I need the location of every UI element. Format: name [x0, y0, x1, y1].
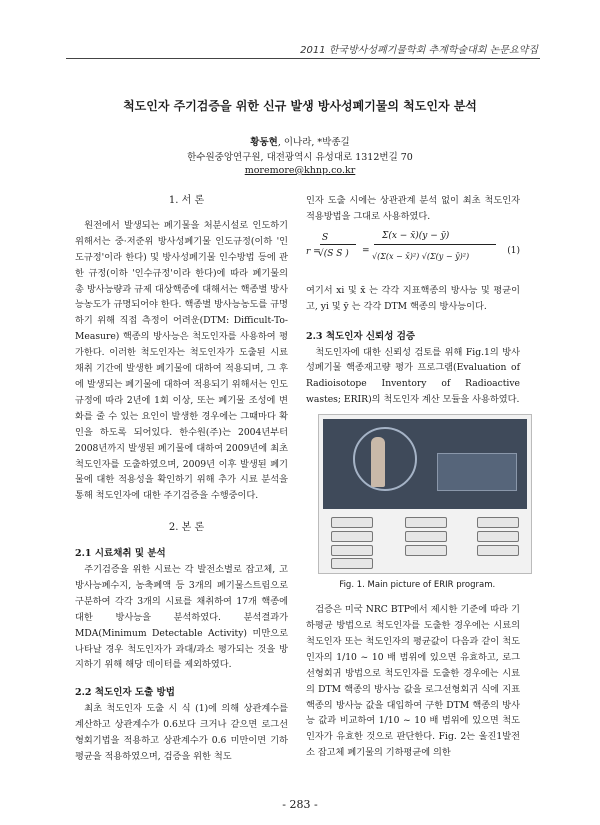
other-authors: , 이나라, *박종길	[277, 137, 350, 148]
header-rule	[66, 58, 540, 59]
where-paragraph: 여기서 xi 및 x̄ 는 각각 지표핵종의 방사능 및 평균이고, yi 및 ȳ 는 각각 DTM 핵종의 방사능이다.	[306, 284, 520, 312]
figure-menu-buttons	[327, 515, 523, 567]
formula-lhs: r =	[306, 246, 321, 257]
intro-paragraph: 원전에서 발생되는 폐기물을 처분시설로 인도하기 위해서는 중·저준위 방사성폐기물 인도규정(이하 '인도규정'이라 한다) 및 방사성폐기물 인수방법 등에 관한 규정(이하 '인수규정'이라 한다)에 따라 폐기물의 총 방사능량과 규제 대상핵종에 대해서는 핵종별 방사능농도가 규명되어야 한다. 핵종별 방사능농도를 규명하기 위해 직접 측정이 어려운(DTM: Difficult-To-Measure) 핵종의 방사능은 척도인자를 사용하여 평가한다. 이러한 척도인자는 척도인자가 도출된 시료 채취 기간에 발생한 폐기물에 대하여 적용되며, 그 후에 발생되는 폐기물에 대하여 적용되기 위해서는 인도규정에 따라 2년에 1회 이상, 또는 폐기물 조성에 변화를 줄 수 있는 요인이 발생한 경우에는 그때마다 확인을 하도록 되어있다. 한수원(주)는 2004년부터 2008년까지 발생된 폐기물에 대하여 2009년에 최초 척도인자를 도출하였으며, 2009년 이후 발생된 폐기물에 대한 적용성을 확인하기 위해 추가 시료 분석을 통해 척도인자에 대한 주기검증을 수행중이다.	[75, 219, 288, 502]
continued-paragraph: 인자 도출 시에는 상관관계 분석 없이 최초 척도인자 적용방법을 그대로 사용하였다.	[306, 195, 520, 222]
page-number: - 283 -	[282, 798, 318, 811]
method-paragraph: 최초 척도인자 도출 시 식 (1)에 의해 상관계수를 계산하고 상관계수가 0.6보다 크거나 같으면 로그선형회기법을 적용하고 상관계수가 0.6 미만이면 기하평균을 적용하였으며, 검증을 위한 척도	[75, 703, 288, 762]
subsection-2-1-heading: 2.1 시료채취 및 분석	[75, 548, 166, 560]
left-column	[75, 193, 288, 765]
email-link[interactable]: moremore@khnp.co.kr	[244, 165, 356, 176]
affiliation: 한수원중앙연구원, 대전광역시 유성대로 1312번길 70	[187, 152, 413, 163]
verification-paragraph: 검증은 미국 NRC BTP에서 제시한 기준에 따라 기하평균 방법으로 척도인자를 도출한 경우에는 시료의 척도인자 또는 척도인자의 평균값이 다음과 같이 척도인자의 1/10 ~ 10 배 범위에 있으면 유효하고, 로그선형회귀 방법으로 척도인자를 도출한 경우에는 시료의 DTM 핵종의 방사능 값을 로그선형회귀 식에 지표핵종의 방사능 값을 대입하여 구한 DTM 핵종의 방사능 값과 비교하여 1/10 ~ 10 배 범위에 있으면 척도인자가 유효한 것으로 판단한다. Fig. 2는 울진1발전소 잡고체 폐기물의 기하평균에 의한	[306, 604, 520, 759]
subsection-2-3-heading: 2.3 척도인자 신뢰성 검증	[306, 330, 416, 342]
reliability-paragraph: 척도인자에 대한 신뢰성 검토를 위해 Fig.1의 방사성폐기물 핵종재고량 평가 프로그램(Evaluation of Radioisotope Inventory of Radioactive wastes; ERIR)의 척도인자 계산 모듈을 사용하였다.	[306, 346, 520, 406]
formula-numerator: Σ(x − x̄)(y − ȳ)	[382, 230, 450, 241]
paper-title: 척도인자 주기검증을 위한 신규 발생 방사성폐기물의 척도인자 분석	[123, 99, 477, 113]
formula-frac1-num: S	[322, 232, 329, 243]
figure-caption: Fig. 1. Main picture of ERIR program.	[339, 580, 496, 591]
conference-header: 2011 한국방사성폐기물학회 추계학술대회 논문요약집	[300, 45, 538, 56]
section-intro-heading: 1. 서 론	[168, 195, 205, 206]
formula-frac1-den: √(S S )	[318, 248, 349, 259]
erir-program-figure	[318, 414, 532, 574]
subsection-2-2-heading: 2.2 척도인자 도출 방법	[75, 687, 175, 699]
figure-logo-panel	[437, 453, 517, 491]
section-body-heading: 2. 본 론	[168, 522, 205, 534]
equation-number: (1)	[507, 245, 520, 256]
figure-person	[371, 437, 385, 487]
right-column	[306, 193, 520, 761]
correlation-formula: r = S √(S S ) = Σ(x − x̄)(y − ȳ) √(Σ(x − x̄)²) √(Σ(y − ȳ)²) (1)	[306, 225, 520, 283]
formula-denominator: √(Σ(x − x̄)²) √(Σ(y − ȳ)²)	[372, 251, 470, 261]
figure-banner-image	[323, 419, 527, 509]
authors	[0, 134, 600, 148]
first-author: 황동현	[250, 137, 278, 148]
sampling-paragraph: 주기검증을 위한 시료는 각 발전소별로 잡고체, 고방사능폐수지, 농축폐액 등 3개의 폐기물스트림으로 구분하여 각각 3개의 시료를 채취하여 17개 핵종에 대한 방사능을 분석하였다. 분석결과가 MDA(Minimum Detectable Activity) 미만으로 나타날 경우 척도인자가 과대/과소 평가되는 것을 방지하기 위해 해당 데이터를 제외하였다.	[75, 564, 288, 671]
